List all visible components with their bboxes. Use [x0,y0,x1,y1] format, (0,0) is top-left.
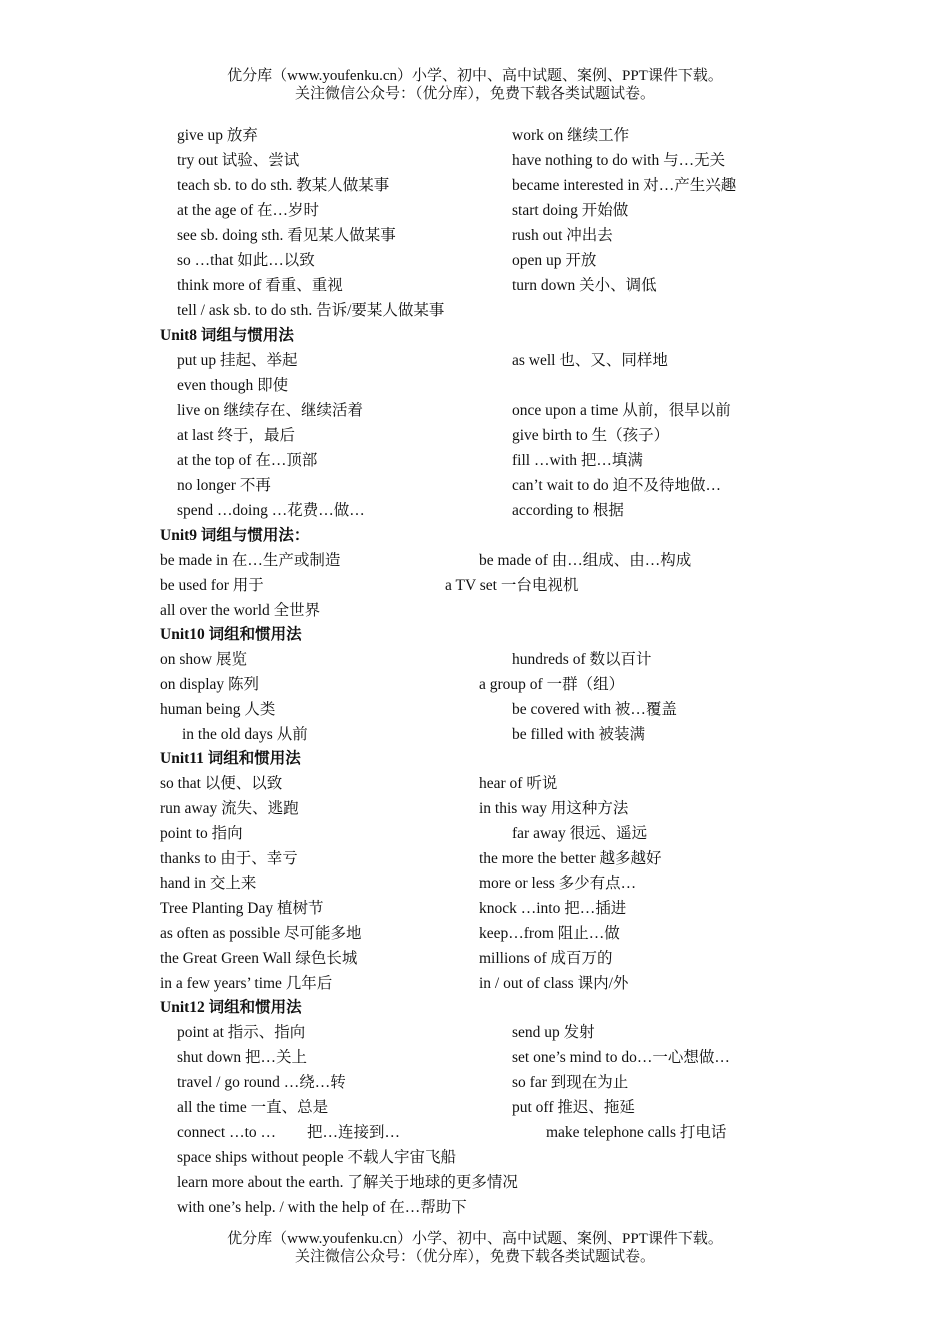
section-heading-unit8: Unit8 词组与惯用法 [160,327,294,344]
phrase-right: knock …into 把…插进 [479,900,627,917]
phrase-left: human being 人类 [160,701,276,718]
phrase-left: no longer 不再 [177,477,271,494]
phrase-left: so that 以便、以致 [160,775,283,792]
footer-line-2: 关注微信公众号：（优分库），免费下载各类试题试卷。 [294,1249,655,1265]
phrase-right: a TV set 一台电视机 [445,577,579,594]
phrase-left: travel / go round …绕…转 [177,1074,346,1091]
phrase-left: so …that 如此…以致 [177,252,315,269]
phrase-left: teach sb. to do sth. 教某人做某事 [177,177,390,194]
phrase-right: far away 很远、遥远 [512,825,648,842]
phrase-right: hundreds of 数以百计 [512,651,652,668]
phrase-left: Tree Planting Day 植树节 [160,900,324,917]
phrase-right: keep…from 阻止…做 [479,925,620,942]
phrase-left: try out 试验、尝试 [177,152,300,169]
phrase-left: as often as possible 尽可能多地 [160,925,362,942]
phrase-left: think more of 看重、重视 [177,277,343,294]
page-footer [0,1230,950,1266]
phrase-right: can’t wait to do 迫不及待地做… [512,477,721,494]
phrase-right: work on 继续工作 [512,127,630,144]
phrase-right: make telephone calls 打电话 [546,1124,727,1141]
phrase-right: send up 发射 [512,1024,595,1041]
phrase-right: hear of 听说 [479,775,558,792]
phrase-right: put off 推迟、拖延 [512,1099,635,1116]
phrase-right: fill …with 把…填满 [512,452,643,469]
phrase-left: with one’s help. / with the help of 在…帮助下 [177,1199,467,1216]
phrase-left: all over the world 全世界 [160,602,321,619]
phrase-left: be used for 用于 [160,577,264,594]
phrase-left: at the age of 在…岁时 [177,202,320,219]
phrase-left: point to 指向 [160,825,243,842]
phrase-left: see sb. doing sth. 看见某人做某事 [177,227,396,244]
phrase-left: even though 即使 [177,377,289,394]
phrase-left: learn more about the earth. 了解关于地球的更多情况 [177,1174,518,1191]
phrase-right: more or less 多少有点… [479,875,637,892]
phrase-left: shut down 把…关上 [177,1049,308,1066]
page-header [0,67,950,103]
phrase-left: give up 放弃 [177,127,258,144]
phrase-left: hand in 交上来 [160,875,257,892]
phrase-right: the more the better 越多越好 [479,850,662,867]
phrase-right: have nothing to do with 与…无关 [512,152,726,169]
phrase-right: once upon a time 从前，很早以前 [512,402,731,419]
phrase-right: rush out 冲出去 [512,227,613,244]
phrase-left: in the old days 从前 [182,726,308,743]
phrase-left: put up 挂起、举起 [177,352,298,369]
phrase-left: on display 陈列 [160,676,260,693]
phrase-left: run away 流失、逃跑 [160,800,299,817]
footer-line-1: 优分库（www.youfenku.cn）小学、初中、高中试题、案例、PPT课件下载。 [227,1231,723,1247]
header-line-2: 关注微信公众号：（优分库），免费下载各类试题试卷。 [294,86,655,102]
phrase-left: in a few years’ time 几年后 [160,975,333,992]
phrase-right: a group of 一群（组） [479,676,625,693]
phrase-left: at last 终于，最后 [177,427,295,444]
phrase-right: open up 开放 [512,252,597,269]
section-heading-unit9: Unit9 词组与惯用法： [160,527,310,544]
phrase-left: on show 展览 [160,651,247,668]
header-line-1: 优分库（www.youfenku.cn）小学、初中、高中试题、案例、PPT课件下载。 [227,68,723,84]
phrase-right: millions of 成百万的 [479,950,613,967]
phrase-right: be filled with 被装满 [512,726,646,743]
phrase-left: space ships without people 不载人宇宙飞船 [177,1149,456,1166]
phrase-right: start doing 开始做 [512,202,629,219]
phrase-right: according to 根据 [512,502,624,519]
phrase-left: live on 继续存在、继续活着 [177,402,363,419]
section-heading-unit11: Unit11 词组和惯用法 [160,750,301,767]
phrase-left: thanks to 由于、幸亏 [160,850,298,867]
phrase-right: in this way 用这种方法 [479,800,629,817]
phrase-right: so far 到现在为止 [512,1074,629,1091]
section-heading-unit12: Unit12 词组和惯用法 [160,999,302,1016]
phrase-left: spend …doing …花费…做… [177,502,365,519]
phrase-right: turn down 关小、调低 [512,277,657,294]
phrase-left: tell / ask sb. to do sth. 告诉/要某人做某事 [177,302,445,319]
phrase-right: became interested in 对…产生兴趣 [512,177,737,194]
phrase-left: point at 指示、指向 [177,1024,306,1041]
phrase-left: the Great Green Wall 绿色长城 [160,950,358,967]
section-heading-unit10: Unit10 词组和惯用法 [160,626,302,643]
phrase-right: give birth to 生（孩子） [512,427,670,444]
phrase-right: be made of 由…组成、由…构成 [479,552,692,569]
phrase-left: connect …to … 把…连接到… [177,1124,401,1141]
phrase-right: as well 也、又、同样地 [512,352,668,369]
phrase-right: in / out of class 课内/外 [479,975,629,992]
phrase-left: be made in 在…生产或制造 [160,552,341,569]
phrase-left: at the top of 在…顶部 [177,452,318,469]
phrase-right: be covered with 被…覆盖 [512,701,677,718]
phrase-left: all the time 一直、总是 [177,1099,329,1116]
phrase-right: set one’s mind to do…一心想做… [512,1049,730,1066]
